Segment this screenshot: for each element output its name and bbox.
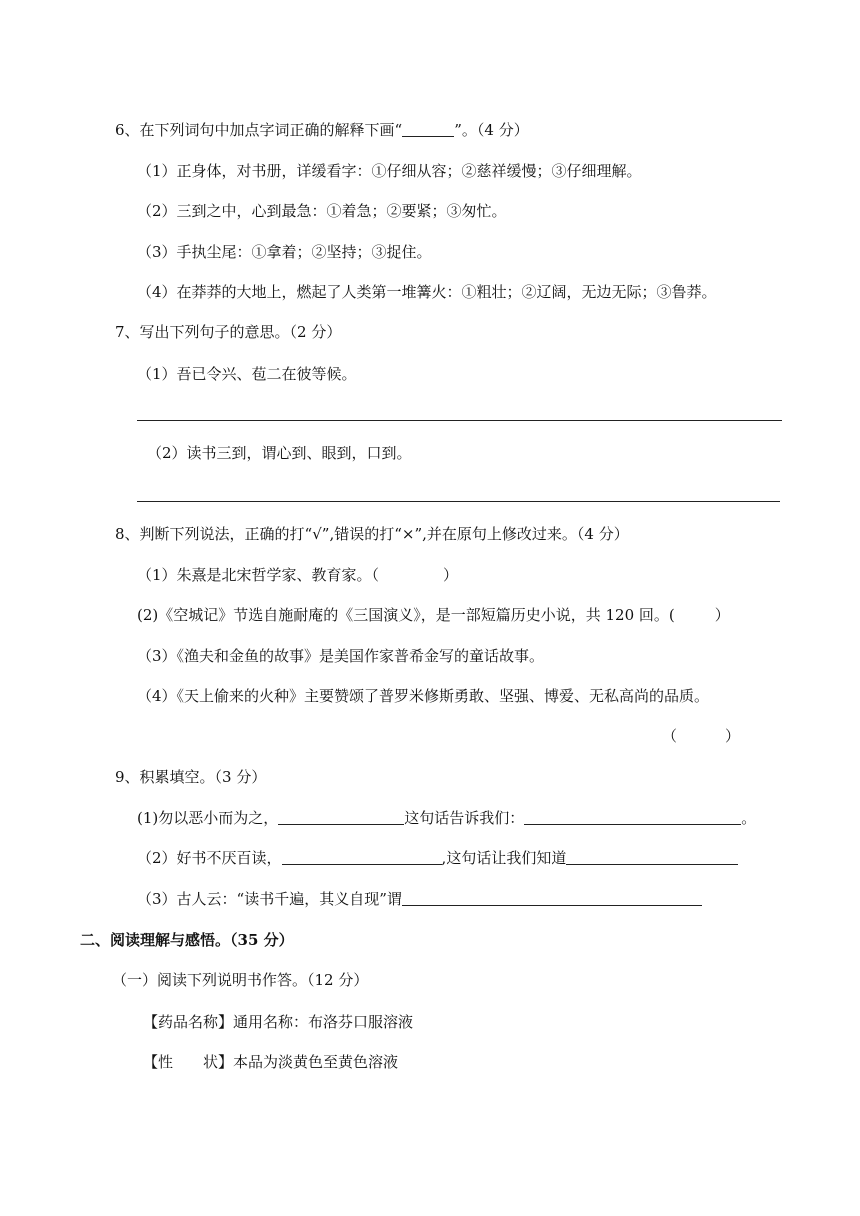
q8-item-4-paren-open: （ [662,727,678,745]
q8-item-4-paren-close: ） [725,727,741,745]
q8-item-4: （4）《天上偷来的火种》主要赞颂了普罗米修斯勇敢、坚强、博爱、无私高尚的品质。 [137,687,710,705]
q9-item-1-blank-2[interactable] [524,809,741,825]
q9-item-2 [137,848,738,868]
q9-item-3-part-a: （3）古人云：“读书千遍，其义自现”谓 [137,890,402,908]
q9-item-1 [137,808,756,828]
q8-item-2-paren-close: ） [714,606,730,624]
q8-stem: 8、判断下列说法，正确的打“√”,错误的打“×”,并在原句上修改过来。（4 分） [115,525,629,543]
q9-item-3 [137,889,702,909]
drug-name-label: 【药品名称】 [143,1013,234,1031]
q9-item-2-part-b: ,这句话让我们知道 [441,849,567,867]
q9-item-1-blank-1[interactable] [278,809,404,825]
q9-stem: 9、积累填空。（3 分） [115,768,267,786]
q6-stem [115,120,529,140]
q9-item-1-part-c: 。 [741,809,757,827]
q7-item-1: （1）吾已令兴、苞二在彼等候。 [137,365,357,383]
q6-stem-before: 6、在下列词句中加点字词正确的解释下画“ [115,121,403,139]
q9-item-2-blank-2[interactable] [566,849,738,865]
q6-stem-blank [402,121,454,137]
drug-property-text: 本品为淡黄色至黄色溶液 [233,1053,399,1071]
q8-item-4-answer-paren [662,726,740,746]
q8-item-3: （3）《渔夫和金鱼的故事》是美国作家普希金写的童话故事。 [137,647,545,665]
section-2-title: 二、阅读理解与感悟。（35 分） [80,931,294,949]
q8-item-1-paren-close: ） [443,566,459,584]
q9-item-2-part-a: （2）好书不厌百读， [137,849,282,867]
section-2-sub-1: （一）阅读下列说明书作答。（12 分） [112,971,369,989]
q8-item-1 [137,565,458,585]
q7-answer-line-2[interactable] [137,501,780,502]
q6-stem-after: ”。（4 分） [454,121,529,139]
q6-item-3: （3）手执尘尾：①拿着；②坚持；③捉住。 [137,243,432,261]
q6-item-4: （4）在莽莽的大地上，燃起了人类第一堆篝火：①粗壮；②辽阔，无边无际；③鲁莽。 [137,283,717,301]
q7-answer-line-1[interactable] [137,420,782,421]
q9-item-2-blank-1[interactable] [282,849,442,865]
drug-name-text: 通用名称：布洛芬口服溶液 [233,1013,414,1031]
q8-item-2 [137,605,730,625]
q8-item-2-text: (2)《空城记》节选自施耐庵的《三国演义》，是一部短篇历史小说，共 120 回。( [137,606,675,624]
q8-item-1-text: （1）朱熹是北宋哲学家、教育家。（ [137,566,380,584]
drug-property-label: 【性 状】 [143,1053,234,1071]
q6-item-2: （2）三到之中，心到最急：①着急；②要紧；③匆忙。 [137,202,507,220]
q7-item-2: （2）读书三到，谓心到、眼到，口到。 [147,444,412,462]
drug-name-row [143,1012,413,1032]
q9-item-1-part-a: (1)勿以恶小而为之， [137,809,279,827]
q9-item-3-blank[interactable] [402,890,702,906]
drug-property-row [143,1052,398,1072]
q9-item-1-part-b: 这句话告诉我们： [404,809,525,827]
q6-item-1: （1）正身体，对书册，详缓看字：①仔细从容；②慈祥缓慢；③仔细理解。 [137,162,642,180]
q7-stem: 7、写出下列句子的意思。（2 分） [115,323,342,341]
